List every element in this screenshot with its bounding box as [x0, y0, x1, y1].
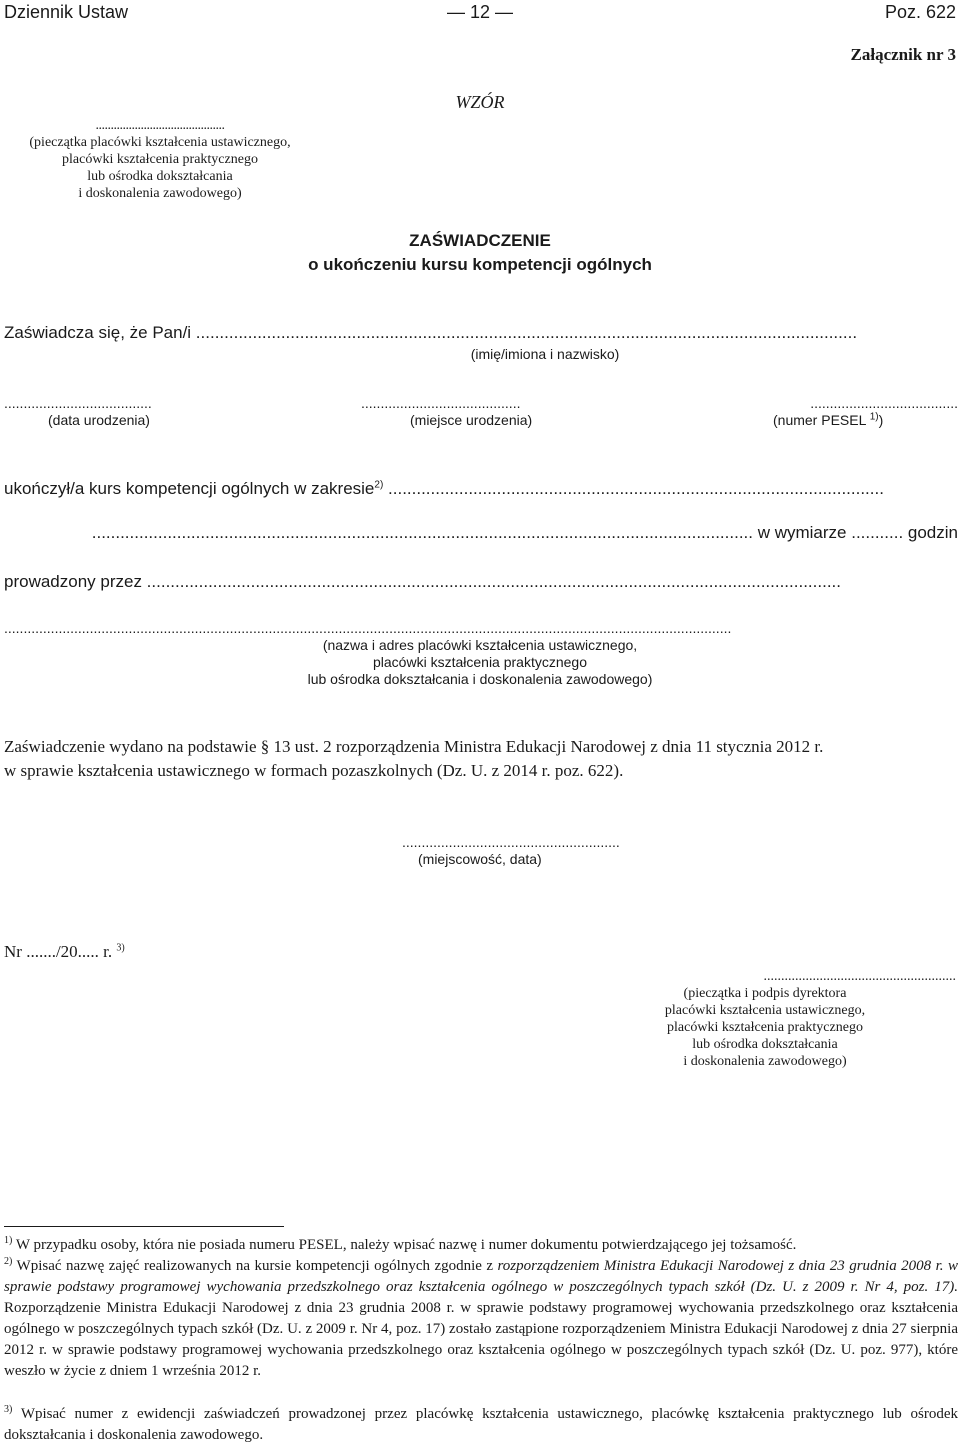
pesel-caption-text: (numer PESEL	[773, 412, 866, 428]
institution-caption-line: lub ośrodka dokształcania i doskonalenia zawodowego)	[307, 671, 653, 687]
document-subtitle: o ukończeniu kursu kompetencji ogólnych	[308, 255, 652, 274]
footnote-ref: 1)	[869, 411, 879, 423]
footnote-text-italic: rozporządzeniem Ministra Edukacji Narodowej z dnia 23 grudnia 2008 r. w sprawie podstawy programowej wychowania przedszkolnego oraz kształcenia ogólnego w poszczególnych typach szkół (Dz. U. z 2009 r. Nr 4, poz. 17).	[4, 1258, 958, 1295]
completed-dots: .........................................................................................................	[383, 479, 884, 498]
footnote-text: Wpisać nazwę zajęć realizowanych na kursie kompetencji ogólnych zgodnie z	[16, 1258, 498, 1274]
institution-dots: ...........................................................................................................................................................................................	[4, 620, 732, 636]
certifies-line: Zaświadcza się, że Pan/i ............................................................................................................................................	[4, 323, 858, 342]
document-title: ZAŚWIADCZENIE	[409, 231, 551, 250]
director-caption-line: (pieczątka i podpis dyrektora	[683, 986, 847, 1001]
footnote-mark: 3)	[4, 1404, 13, 1415]
conducted-line: prowadzony przez ...................................................................................................................................................	[4, 572, 841, 591]
footnote-separator	[4, 1226, 284, 1227]
footnote-text: Rozporządzenie Ministra Edukacji Narodowej z dnia 23 grudnia 2008 r. w sprawie podstawy programowej wychowania przedszkolnego oraz kształcenia ogólnego w poszczególnych typach szkół (Dz. U. z 2009 r. Nr 4, poz. 17) zostało zastąpione rozporządzeniem Ministra Edukacji Narodowej z dnia 27 sierpnia 2012 r. w sprawie podstawy programowej wychowania przedszkolnego oraz kształcenia ogólnego w poszczególnych typach szkół (Dz. U. poz. 977), które weszło w życie z dniem 1 września 2012 r.	[4, 1300, 958, 1379]
pesel-caption-close: )	[878, 412, 884, 428]
stamp-block	[10, 117, 310, 202]
wzor-label: WZÓR	[455, 92, 505, 112]
pesel-dots: ......................................	[810, 395, 958, 411]
completed-line	[4, 478, 958, 500]
certificate-number	[4, 941, 304, 963]
stamp-line: (pieczątka placówki kształcenia ustawicznego,	[29, 135, 291, 150]
footnote-ref: 2)	[374, 479, 384, 491]
institution-caption-line: placówki kształcenia praktycznego	[373, 654, 587, 670]
place-date-caption: (miejscowość, data)	[418, 851, 542, 867]
number-text: Nr ......./20..... r.	[4, 942, 113, 961]
institution-caption-line: (nazwa i adres placówki kształcenia ustawicznego,	[322, 637, 638, 653]
birth-date-caption: (data urodzenia)	[48, 412, 150, 428]
stamp-line: i doskonalenia zawodowego)	[78, 186, 242, 201]
footnote-1	[4, 1235, 958, 1256]
pesel-caption	[773, 412, 953, 429]
director-caption	[630, 985, 900, 1070]
place-date-dots: ........................................................	[402, 834, 620, 850]
footnote-text: Wpisać numer z ewidencji zaświadczeń prowadzonej przez placówkę kształcenia ustawicznego, placówkę kształcenia praktycznego lub ośrodek dokształcania i doskonalenia zawodowego.	[4, 1406, 959, 1443]
legal-basis-line-2: w sprawie kształcenia ustawicznego w formach pozaszkolnych (Dz. U. z 2014 r. poz. 622).	[4, 761, 624, 780]
director-caption-line: placówki kształcenia praktycznego	[667, 1020, 863, 1035]
stamp-dots: ...........................................	[95, 118, 225, 133]
footnote-ref: 3)	[116, 942, 125, 954]
completed-text: ukończył/a kurs kompetencji ogólnych w zakresie	[4, 479, 375, 498]
scope-line: ............................................................................................................................................ w wymiarze ........... godzin	[91, 523, 958, 542]
birth-place-dots: .........................................	[361, 395, 521, 411]
director-dots: .......................................................	[763, 969, 956, 984]
stamp-line: lub ośrodka dokształcania	[87, 169, 233, 184]
footnote-3	[4, 1404, 958, 1446]
footnote-mark: 1)	[4, 1235, 13, 1246]
footnote-2	[4, 1256, 958, 1382]
birth-date-dots: ......................................	[4, 395, 152, 411]
director-caption-line: lub ośrodka dokształcania	[692, 1037, 838, 1052]
footnote-text: W przypadku osoby, która nie posiada numeru PESEL, należy wpisać nazwę i numer dokumentu potwierdzającego jej tożsamość.	[15, 1237, 797, 1253]
page-number: — 12 —	[446, 2, 514, 22]
director-caption-line: placówki kształcenia ustawicznego,	[664, 1003, 866, 1018]
journal-name: Dziennik Ustaw	[4, 2, 129, 22]
name-caption: (imię/imiona i nazwisko)	[470, 346, 620, 362]
institution-caption	[0, 637, 960, 688]
footnote-mark: 2)	[4, 1256, 13, 1267]
director-caption-line: i doskonalenia zawodowego)	[683, 1054, 847, 1069]
position-number: Poz. 622	[884, 2, 956, 22]
stamp-line: placówki kształcenia praktycznego	[62, 152, 258, 167]
annex-label: Załącznik nr 3	[850, 45, 956, 64]
birth-place-caption: (miejsce urodzenia)	[410, 412, 533, 428]
legal-basis-line-1: Zaświadczenie wydano na podstawie § 13 ust. 2 rozporządzenia Ministra Edukacji Narodowej z dnia 11 stycznia 2012 r.	[4, 737, 824, 756]
